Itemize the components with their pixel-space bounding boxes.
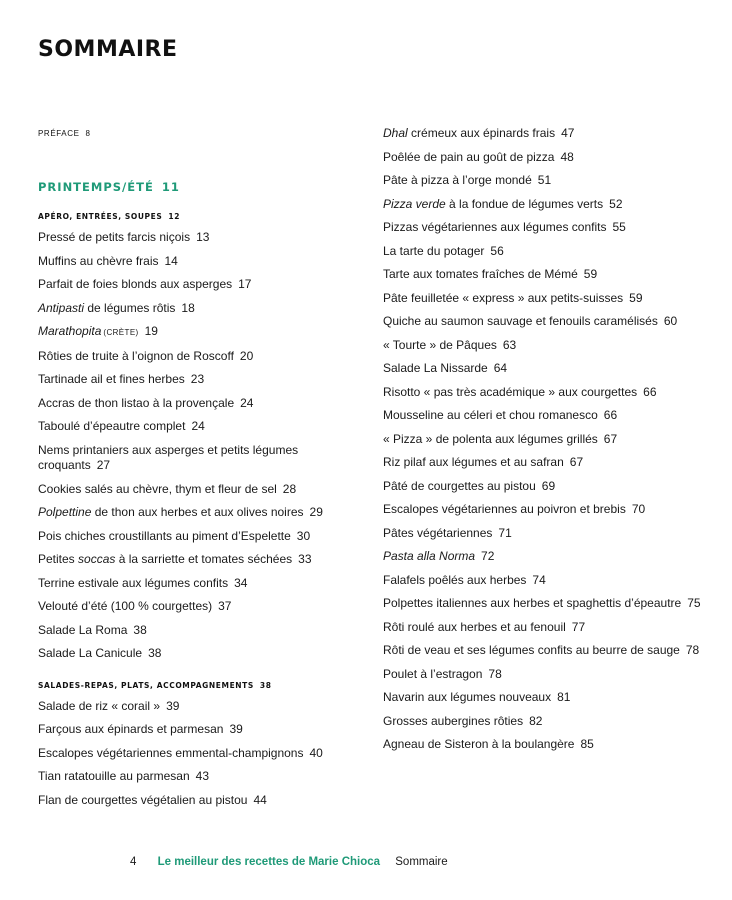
toc-entry[interactable] [383,549,713,565]
preface-entry[interactable] [38,126,368,141]
entry-page-number: 59 [629,290,643,305]
entry-title: Salade La Roma [38,622,128,637]
entry-title: Rôti roulé aux herbes et au fenouil [383,619,566,634]
toc-entry[interactable] [383,526,713,542]
entry-page-number: 13 [196,230,210,244]
entry-title: Agneau de Sisteron à la boulangère [383,737,575,751]
entry-title: Grosses aubergines rôties [383,713,524,728]
toc-entry[interactable] [38,324,368,341]
entry-title: Velouté d’été (100 % courgettes) [38,599,213,613]
season-label: PRINTEMPS/ÉTÉ [38,180,154,194]
toc-list-apero [38,230,368,662]
entry-page-number: 52 [609,196,623,211]
section-heading-apero[interactable] [38,211,368,223]
toc-entry[interactable] [383,220,713,236]
entry-page-number: 67 [603,431,618,446]
toc-entry[interactable] [383,173,713,189]
entry-title: Pâte feuilletée « express » aux petits-suisses [383,290,624,305]
entry-page-number: 85 [580,737,594,751]
entry-title-italic: Dhal [383,126,408,140]
toc-entry[interactable] [383,197,713,213]
entry-title: Parfait de foies blonds aux asperges [38,277,233,291]
toc-entry[interactable] [38,443,368,474]
entry-page-number: 74 [532,572,546,587]
entry-page-number: 38 [133,622,147,637]
footer-section: Sommaire [395,856,448,868]
entry-title: de thon aux herbes et aux olives noires [91,505,304,519]
toc-list-plats [38,699,368,809]
entry-title: à la fondue de légumes verts [445,196,604,211]
entry-title: Escalopes végétariennes au poivron et brebis [383,502,626,516]
entry-title: Tian ratatouille au parmesan [38,769,190,783]
entry-title: Rôties de truite à l’oignon de Roscoff [38,348,234,363]
entry-title: Mousseline au céleri et chou romanesco [383,408,598,422]
entry-page-number: 40 [309,745,323,760]
toc-entry[interactable] [383,620,713,636]
entry-title: Tartinade ail et fines herbes [38,372,185,386]
entry-title-italic: Pasta alla Norma [383,549,476,563]
toc-entry[interactable] [383,291,713,307]
entry-page-number: 66 [603,408,618,422]
entry-title: Pressé de petits farcis niçois [38,230,191,244]
preface-page: 8 [85,129,91,138]
section-page: 38 [259,680,272,690]
entry-page-number: 55 [612,220,626,234]
entry-title-italic: Marathopita [38,324,102,338]
toc-entry[interactable] [383,267,713,283]
entry-title: Navarin aux légumes nouveaux [383,690,552,704]
entry-page-number: 72 [481,549,495,563]
entry-page-number: 78 [488,666,502,681]
entry-title: Pâte à pizza à l’orge mondé [383,173,532,187]
entry-page-number: 19 [144,324,158,338]
toc-entry[interactable] [38,646,368,662]
toc-entry[interactable] [383,479,713,495]
entry-title: Pâté de courgettes au pistou [383,478,536,493]
toc-entry[interactable] [383,596,713,612]
entry-title: Petites [38,552,79,566]
entry-page-number: 29 [309,505,323,519]
toc-entry[interactable] [383,737,713,753]
toc-entry[interactable] [38,793,368,809]
section-heading-plats[interactable] [38,680,368,692]
entry-page-number: 33 [298,552,312,566]
entry-page-number: 20 [239,348,254,363]
section-label: SALADES-REPAS, PLATS, ACCOMPAGNEMENTS [38,680,254,690]
entry-title: « Tourte » de Pâques [383,337,497,352]
toc-entry[interactable] [38,505,368,521]
toc-entry[interactable] [383,244,713,260]
entry-title: Risotto « pas très académique » aux courgettes [383,384,638,399]
entry-page-number: 69 [541,478,556,493]
entry-page-number: 24 [191,419,205,433]
entry-title: Muffins au chèvre frais [38,253,159,268]
entry-title: Flan de courgettes végétalien au pistou [38,792,248,807]
entry-page-number: 51 [537,173,552,187]
entry-title: Polpettes italiennes aux herbes et spaghettis d’épeautre [383,596,682,610]
toc-entry[interactable] [38,396,368,412]
entry-title: Poêlée de pain au goût de pizza [383,149,555,164]
entry-title-italic: soccas [78,552,116,566]
entry-page-number: 43 [195,769,209,783]
entry-page-number: 38 [148,646,162,660]
entry-page-number: 39 [229,722,243,736]
entry-page-number: 39 [166,698,180,713]
entry-title: La tarte du potager [383,243,485,258]
entry-page-number: 60 [663,314,678,328]
toc-entry[interactable] [383,126,713,142]
entry-page-number: 81 [557,690,571,704]
entry-page-number: 71 [498,525,512,540]
toc-entry[interactable] [383,408,713,424]
entry-page-number: 67 [569,455,584,469]
entry-page-number: 18 [181,300,195,315]
entry-title: Farçous aux épinards et parmesan [38,722,224,736]
entry-title: Tarte aux tomates fraîches de Mémé [383,267,578,281]
footer-book-title: Le meilleur des recettes de Marie Chioca [157,856,381,868]
toc-entry[interactable] [38,254,368,270]
entry-page-number: 47 [561,126,575,140]
entry-page-number: 59 [583,267,598,281]
entry-title: Cookies salés au chèvre, thym et fleur de sel [38,481,277,496]
entry-page-number: 17 [238,277,252,291]
page-footer [130,856,448,868]
toc-entry[interactable] [38,722,368,738]
toc-entry[interactable] [38,746,368,762]
entry-title: Salade La Nissarde [383,361,488,375]
toc-entry[interactable] [38,623,368,639]
toc-right-column [383,126,713,761]
toc-entry[interactable] [383,314,713,330]
toc-entry[interactable] [38,482,368,498]
entry-page-number: 30 [296,528,311,543]
toc-entry[interactable] [383,385,713,401]
entry-title: à la sarriette et tomates séchées [115,552,293,566]
toc-entry[interactable] [38,230,368,246]
entry-page-number: 56 [490,243,504,258]
toc-entry[interactable] [38,576,368,592]
toc-entry[interactable] [38,599,368,615]
entry-page-number: 14 [164,253,178,268]
entry-title: Pâtes végétariennes [383,525,493,540]
entry-page-number: 48 [560,149,574,164]
entry-title: Nems printaniers aux asperges et petits légumes croquants [38,442,299,472]
section-page: 12 [168,212,181,221]
entry-title: Poulet à l’estragon [383,666,483,681]
toc-left-column [38,126,368,816]
entry-title: crémeux aux épinards frais [407,126,556,140]
entry-page-number: 64 [493,361,508,375]
entry-page-number: 34 [234,575,248,590]
toc-entry[interactable] [383,361,713,377]
section-label: APÉRO, ENTRÉES, SOUPES [38,212,163,221]
entry-region: (CRÈTE) [103,328,139,337]
toc-entry[interactable] [383,432,713,448]
toc-entry[interactable] [38,277,368,293]
entry-title: Salade La Canicule [38,646,143,660]
entry-title: Taboulé d’épeautre complet [38,419,186,433]
season-page: 11 [161,180,180,194]
toc-entry[interactable] [38,699,368,715]
entry-title: de légumes rôtis [84,300,176,315]
entry-title: Quiche au saumon sauvage et fenouils caramélisés [383,314,658,328]
toc-entry[interactable] [38,372,368,388]
entry-page-number: 24 [240,395,254,410]
entry-page-number: 28 [282,481,297,496]
toc-entry[interactable] [383,690,713,706]
season-heading[interactable] [38,179,368,195]
toc-entry[interactable] [38,769,368,785]
toc-entry[interactable] [383,455,713,471]
toc-entry[interactable] [38,419,368,435]
entry-title: Salade de riz « corail » [38,698,161,713]
entry-page-number: 82 [529,713,543,728]
toc-entry[interactable] [383,573,713,589]
entry-page-number: 70 [631,502,646,516]
entry-page-number: 44 [253,792,267,807]
entry-title-italic: Antipasti [38,300,85,315]
entry-title: « Pizza » de polenta aux légumes grillés [383,431,598,446]
entry-page-number: 27 [96,458,111,472]
entry-title-italic: Polpettine [38,505,92,519]
entry-page-number: 78 [685,643,700,657]
entry-title: Rôti de veau et ses légumes confits au beurre de sauge [383,643,680,657]
entry-title: Accras de thon listao à la provençale [38,395,235,410]
entry-title: Pois chiches croustillants au piment d’Espelette [38,528,291,543]
toc-entry[interactable] [383,150,713,166]
entry-page-number: 63 [502,337,517,352]
entry-title: Riz pilaf aux légumes et au safran [383,455,564,469]
page-title: SOMMAIRE [38,37,178,62]
toc-entry[interactable] [38,349,368,365]
entry-page-number: 75 [687,596,701,610]
entry-title: Falafels poêlés aux herbes [383,572,527,587]
toc-entry[interactable] [383,714,713,730]
entry-title-italic: Pizza verde [383,196,446,211]
preface-label: PRÉFACE [38,129,80,138]
entry-title: Pizzas végétariennes aux légumes confits [383,220,607,234]
toc-entry[interactable] [383,338,713,354]
toc-entry[interactable] [383,667,713,683]
entry-title: Escalopes végétariennes emmental-champignons [38,745,304,760]
footer-page-number: 4 [130,856,137,868]
toc-entry[interactable] [38,552,368,568]
toc-entry[interactable] [38,301,368,317]
toc-entry[interactable] [383,502,713,518]
entry-page-number: 66 [643,384,657,399]
toc-entry[interactable] [38,529,368,545]
entry-title: Terrine estivale aux légumes confits [38,575,229,590]
entry-page-number: 37 [218,599,232,613]
toc-list-continued [383,126,713,753]
entry-page-number: 77 [571,619,586,634]
toc-entry[interactable] [383,643,713,659]
entry-page-number: 23 [190,372,205,386]
